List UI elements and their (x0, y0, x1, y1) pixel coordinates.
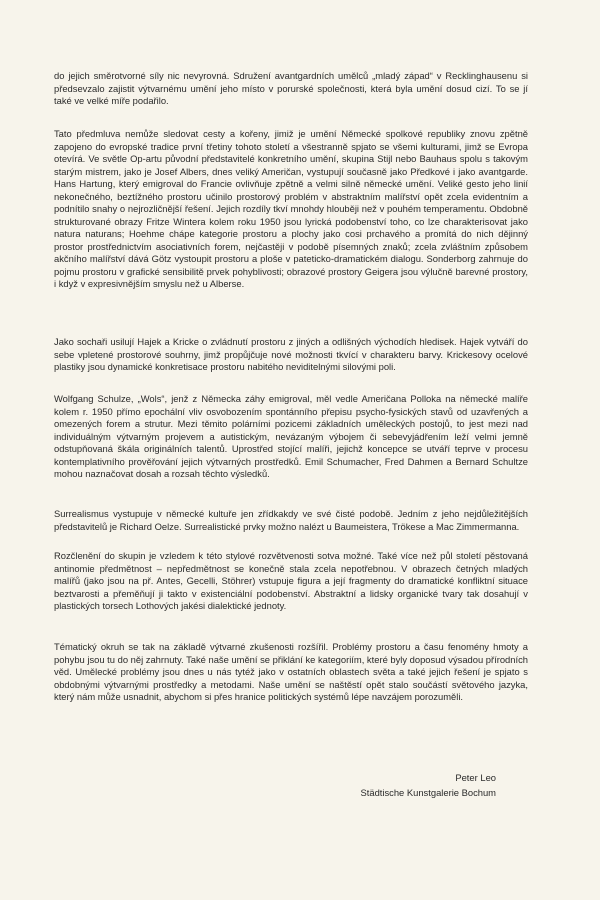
paragraph-2: Tato předmluva nemůže sledovat cesty a kořeny, jimiž je umění Německé spolkové republiky znovu zpětně zapojeno do evropské tradice první třetiny tohoto století a všestranně spjato se všemi kulturami, jimž se Evropa otevírá. Ve světle Op-artu původní představitelé konkretního umění, skupina Stijl nebo Bauhaus spolu s takovým starým mistrem, jako je Josef Albers, dnes veliký Američan, vystupují současně jako Předkové i jako avantgarde. Hans Hartung, který emigroval do Francie ovlivňuje zpětně a velmi silně německé umění. Veliké gesto jeho linií nekonečného, beztížného prostoru učinilo prostorový problém v abstraktním malířství opět zcela evidentním a podnítilo snahy o nejrozličnější řešení. Jejich rozdíly tkví mnohdy hlouběji než v pouhém temperamentu. Obdobně strukturované obrazy Fritze Wintera kolem roku 1950 jsou lyrická podobenství toho, co lze charakterisovat jako natura naturans; Hoehme chápe kategorie prostoru a plochy jako cosi prchavého a promítá do nich dějinný prostor prostřednictvím asociativních forem, nejčastěji v podobě písemných znaků; zcela zvláštním způsobem akčního malířství dává Götz vystoupit prostoru a ploše v pateticko-dramatickém dialogu. Sonderborg zahrnuje do pojmu prostoru v grafické sensibilitě prvek pohyblivosti; obrazové prostory Geigera jsou výlučně barevné prostory, i když v expresivnějším smyslu než u Alberse. (54, 128, 528, 289)
paragraph-6: Rozčlenění do skupin je vzledem k této stylové rozvětvenosti sotva možné. Také více než půl století pěstovaná antinomie předmětnost – nepředmětnost se konečně stala zcela nepotřebnou. V obrazech četných mladých malířů (jako jsou na př. Antes, Gecelli, Stöhrer) vstupuje figura a její fragmenty do dramatické konfliktní situace beztvarosti a přeměňují ji takto v existenciální podobenství. Abstraktní a lidsky organické tvary tak dosahují v plastických torsech Lothových jakési dialektické jednoty. (54, 550, 528, 611)
author-name: Peter Leo (455, 772, 496, 783)
paragraph-7: Tématický okruh se tak na základě výtvarné zkušenosti rozšířil. Problémy prostoru a času fenomény hmoty a pohybu jsou tu do něj zahrnuty. Také naše umění se přiklání ke kategoriím, které byly doposud výsadou přírodních věd. Umělecké problémy jsou dnes u nás tytéž jako v ostatních oblastech světa a také jejich řešení je spjato s obdobnými výtvarnými prostředky a metodami. Naše umění se naštěstí opět stalo součástí světového jazyka, který nám může usnadnit, abychom si přes hranice politických systémů lépe navzájem porozuměli. (54, 641, 528, 702)
paragraph-4: Wolfgang Schulze, „Wols“, jenž z Německa záhy emigroval, měl vedle Američana Polloka na německé malíře kolem r. 1950 přímo epochální vliv osvobozením spontánního přepisu psycho-fysických stavů od uzavřených a omezených forem a strutur. Mezi těmito polárními pozicemi základních uměleckých postojů, to jest mezi nad individuálným výtvarným projevem a autistickým, nevázaným výbojem či sebevyjádřením leží velmi jemně odstupňovaná škála originálních talentů. Uprostřed stojící malíři, jejichž koncepce se utváří teprve v procesu kontemplativního prověřování jejich výtvarných prostředků. Emil Schumacher, Fred Dahmen a Bernard Schultze mohou naznačovat dosah a rozsah těchto výsledků. (54, 393, 528, 479)
author-institution: Städtische Kunstgalerie Bochum (360, 786, 496, 798)
paragraph-1: do jejich směrotvorné síly nic nevyrovná. Sdružení avantgardních umělců „mladý západ“ v Recklinghausenu si předsevzalo zajistit výtvarnému umění jeho místo v porurské společnosti, která byla umění dosud cizí. To se jí také ve velké míře podařilo. (54, 70, 528, 106)
paragraph-3: Jako sochaři usilují Hajek a Kricke o zvládnutí prostoru z jiných a odlišných východích hledisek. Hajek vytváří do sebe vpletené prostorové souhrny, jimž propůjčuje nové možnosti tkvící v charakteru barvy. Krickesovy ocelové plastiky jsou dynamické konkretisace prostoru nabitého neviditelnými silovými poli. (54, 336, 528, 372)
signature-block (276, 771, 496, 800)
paragraph-5: Surrealismus vystupuje v německé kultuře jen zřídkakdy ve své čisté podobě. Jedním z jeho nejdůležitějších představitelů je Richard Oelze. Surrealistické prvky možno nalézt u Baumeistera, Trökese a Mac Zimmermanna. (54, 508, 528, 532)
